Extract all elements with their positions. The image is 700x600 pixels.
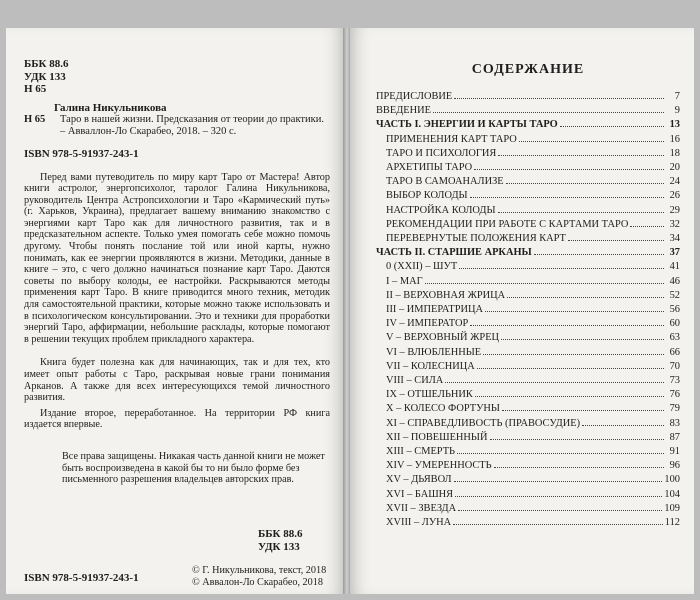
copyright-block [192, 565, 326, 589]
toc-leader-dots [501, 339, 664, 340]
toc-entry [376, 417, 680, 431]
toc-entry [376, 445, 680, 459]
toc-entry [376, 275, 680, 289]
toc-leader-dots [458, 510, 662, 511]
toc-entry-page: 18 [669, 147, 680, 159]
toc-leader-dots [474, 169, 664, 170]
toc-entry-page: 83 [669, 417, 680, 429]
toc-entry-page: 26 [669, 190, 680, 202]
toc-entry [376, 402, 680, 416]
toc-leader-dots [483, 354, 664, 355]
toc-entry-label: XV – ДЬЯВОЛ [386, 474, 452, 486]
rights-notice: Все права защищены. Никакая часть данной книги не может быть воспроизведена в какой бы то ни было форме без письменного разрешения владельцев авторских прав. [62, 450, 325, 486]
toc-entry [376, 218, 680, 232]
classification-codes-bottom [258, 528, 303, 553]
udk-code-bottom: УДК 133 [258, 540, 300, 553]
toc-entry-page: 20 [669, 162, 680, 174]
toc-entry-label: X – КОЛЕСО ФОРТУНЫ [386, 403, 500, 415]
toc-leader-dots [455, 496, 662, 497]
toc-entry-page: 29 [669, 204, 680, 216]
toc-entry [376, 104, 680, 118]
toc-entry-label: 0 (XXII) – ШУТ [386, 261, 458, 273]
author-mark-side: Н 65 [24, 113, 46, 125]
toc-leader-dots [502, 410, 664, 411]
toc-leader-dots [519, 141, 664, 142]
toc-entry-page: 16 [669, 133, 680, 145]
toc-entry-page: 37 [669, 247, 680, 259]
toc-entry-label: VIII – СИЛА [386, 375, 444, 387]
contents-page [350, 28, 694, 594]
copyright-publisher: © Аввалон-Ло Скарабео, 2018 [192, 577, 323, 588]
toc-entry [376, 502, 680, 516]
toc-entry-label: ТАРО И ПСИХОЛОГИЯ [386, 147, 497, 159]
toc-entry [376, 289, 680, 303]
toc-leader-dots [445, 382, 664, 383]
toc-entry [376, 133, 680, 147]
toc-leader-dots [498, 212, 664, 213]
toc-leader-dots [494, 467, 664, 468]
toc-entry-page: 112 [664, 517, 680, 529]
toc-entry-label: ПРИМЕНЕНИЯ КАРТ ТАРО [386, 133, 517, 145]
toc-entry-label: XVI – БАШНЯ [386, 488, 454, 500]
toc-entry-page: 9 [674, 105, 680, 117]
toc-entry-label: I – МАГ [386, 275, 423, 287]
toc-entry-label: ВВЕДЕНИЕ [376, 105, 431, 117]
toc-entry-label: II – ВЕРХОВНАЯ ЖРИЦА [386, 289, 506, 301]
toc-leader-dots [457, 453, 664, 454]
toc-entry-page: 87 [669, 431, 680, 443]
toc-entry [376, 260, 680, 274]
toc-entry-page: 63 [669, 332, 680, 344]
toc-entry-label: РЕКОМЕНДАЦИИ ПРИ РАБОТЕ С КАРТАМИ ТАРО [386, 218, 629, 230]
toc-entry [376, 331, 680, 345]
imprint-page [6, 28, 344, 594]
toc-entry-page: 96 [669, 460, 680, 472]
annotation-paragraph-1: Перед вами путеводитель по миру карт Таро от Мастера! Автор книги астролог, энергопсихолог, таролог Галина Никульникова, руководитель Центра Астропсихологии и Таро «Кармический путь» (г. Харьков, Украина), предлагает вашему вниманию знакомство с энергиями карт Таро как для личностного развития, так и в предсказательном аспекте. Только умея помогать себе можно помочь другому. Чтобы понять послание той или иной карты, нужно понимать, как ее энергии проявляются в жизни. Методики, данные в книге – это, с чего должно начинаться познание карт Таро. Даются советы по выбору колоды, ее настройки. Раскрываются методы применения карт Таро. В книге приводится много техник, методик для самостоятельной практики, которые можно также использовать и в психологическом консультировании. Это и техники для проработки энергий Таро, аффирмации, небольшие расклады, которые помогают в решении текущих проблем прикладного характера. [24, 171, 330, 345]
toc-entry [376, 175, 680, 189]
toc-leader-dots [425, 283, 664, 284]
toc-entry-label: IX – ОТШЕЛЬНИК [386, 389, 473, 401]
toc-leader-dots [560, 126, 664, 127]
toc-entry [376, 147, 680, 161]
toc-entry-page: 109 [664, 502, 680, 514]
toc-entry [376, 473, 680, 487]
toc-leader-dots [453, 524, 663, 525]
toc-leader-dots [454, 481, 663, 482]
toc-entry-label: XVII – ЗВЕЗДА [386, 502, 457, 514]
toc-leader-dots [470, 197, 664, 198]
toc-entry [376, 360, 680, 374]
toc-entry-page: 70 [669, 360, 680, 372]
toc-entry [376, 189, 680, 203]
toc-entry-label: IV – ИМПЕРАТОР [386, 318, 469, 330]
toc-entry [376, 431, 680, 445]
toc-entry-page: 41 [669, 261, 680, 273]
book-title-line: Таро в нашей жизни. Предсказания от теории до практики. – Авваллон-Ло Скарабео, 2018. – 320 с. [60, 113, 324, 137]
toc-leader-dots [490, 439, 664, 440]
toc-entry [376, 246, 680, 260]
annotation-paragraph-3: Издание второе, переработанное. На территории РФ книга издается впервые. [24, 407, 330, 431]
toc-entry-label: ПЕРЕВЕРНУТЫЕ ПОЛОЖЕНИЯ КАРТ [386, 233, 566, 245]
toc-leader-dots [470, 325, 664, 326]
toc-entry-label: ЧАСТЬ I. ЭНЕРГИИ И КАРТЫ ТАРО [376, 119, 558, 131]
annotation-paragraph-2: Книга будет полезна как для начинающих, так и для тех, кто имеет опыт работы с Таро, раскрывая новые грани понимания Арканов. А также для всех интересующихся темой личностного развития. [24, 357, 330, 404]
toc-entry-page: 60 [669, 318, 680, 330]
toc-entry-label: ЧАСТЬ II. СТАРШИЕ АРКАНЫ [376, 247, 532, 259]
toc-leader-dots [475, 396, 664, 397]
toc-leader-dots [506, 183, 664, 184]
toc-entry-page: 91 [669, 446, 680, 458]
toc-entry-page: 24 [669, 176, 680, 188]
toc-leader-dots [433, 112, 664, 113]
toc-entry-label: V – ВЕРХОВНЫЙ ЖРЕЦ [386, 332, 500, 344]
toc-entry-page: 73 [669, 375, 680, 387]
toc-entry-page: 56 [669, 304, 680, 316]
toc-leader-dots [477, 368, 664, 369]
toc-leader-dots [454, 98, 664, 99]
toc-entry-page: 52 [669, 289, 680, 301]
toc-entry [376, 516, 680, 530]
toc-entry-page: 66 [669, 346, 680, 358]
author-mark: Н 65 [24, 83, 47, 95]
toc-entry [376, 161, 680, 175]
toc-entry-label: XIII – СМЕРТЬ [386, 446, 456, 458]
toc-entry [376, 232, 680, 246]
toc-entry-page: 76 [669, 389, 680, 401]
toc-leader-dots [630, 226, 664, 227]
bibliographic-record [24, 102, 330, 138]
toc-entry-label: VI – ВЛЮБЛЕННЫЕ [386, 346, 482, 358]
toc-list [376, 90, 680, 530]
toc-entry-page: 7 [674, 91, 680, 102]
toc-entry [376, 317, 680, 331]
toc-leader-dots [534, 254, 664, 255]
toc-leader-dots [485, 311, 664, 312]
toc-entry-label: XI – СПРАВЕДЛИВОСТЬ (ПРАВОСУДИЕ) [386, 417, 581, 429]
toc-entry-label: XII – ПОВЕШЕННЫЙ [386, 431, 488, 443]
toc-title: СОДЕРЖАНИЕ [471, 62, 585, 77]
toc-entry [376, 303, 680, 317]
isbn-top: ISBN 978-5-91937-243-1 [24, 147, 139, 160]
toc-entry-page: 104 [664, 488, 680, 500]
toc-entry [376, 118, 680, 132]
toc-leader-dots [459, 268, 664, 269]
classification-codes-top [24, 58, 330, 96]
toc-entry [376, 90, 680, 104]
toc-entry-page: 13 [669, 119, 680, 131]
toc-leader-dots [507, 297, 664, 298]
toc-entry-page: 46 [669, 275, 680, 287]
toc-entry-page: 100 [664, 474, 680, 486]
bbk-code: ББК 88.6 [24, 58, 69, 70]
toc-entry [376, 374, 680, 388]
toc-entry-label: ВЫБОР КОЛОДЫ [386, 190, 468, 202]
toc-entry [376, 459, 680, 473]
toc-entry [376, 346, 680, 360]
toc-leader-dots [498, 155, 664, 156]
toc-entry [376, 488, 680, 502]
toc-entry-label: НАСТРОЙКА КОЛОДЫ [386, 204, 496, 216]
bbk-code-bottom: ББК 88.6 [258, 528, 303, 540]
copyright-text: © Г. Никульникова, текст, 2018 [192, 565, 327, 576]
toc-entry-label: XIV – УМЕРЕННОСТЬ [386, 460, 492, 472]
toc-leader-dots [582, 425, 664, 426]
toc-entry-label: III – ИМПЕРАТРИЦА [386, 304, 484, 316]
toc-entry-page: 79 [669, 403, 680, 415]
toc-leader-dots [568, 240, 664, 241]
toc-entry-label: ТАРО В САМОАНАЛИЗЕ [386, 176, 504, 188]
isbn-bottom: ISBN 978-5-91937-243-1 [24, 572, 139, 584]
author-name: Галина Никульникова [54, 101, 167, 114]
toc-entry-label: ПРЕДИСЛОВИЕ [376, 91, 453, 102]
toc-entry-page: 34 [669, 233, 680, 245]
toc-entry-label: VII – КОЛЕСНИЦА [386, 360, 475, 372]
toc-entry [376, 204, 680, 218]
toc-entry [376, 388, 680, 402]
toc-entry-page: 32 [669, 218, 680, 230]
toc-entry-label: АРХЕТИПЫ ТАРО [386, 162, 473, 174]
udk-code: УДК 133 [24, 70, 66, 83]
toc-entry-label: XVIII – ЛУНА [386, 517, 452, 529]
